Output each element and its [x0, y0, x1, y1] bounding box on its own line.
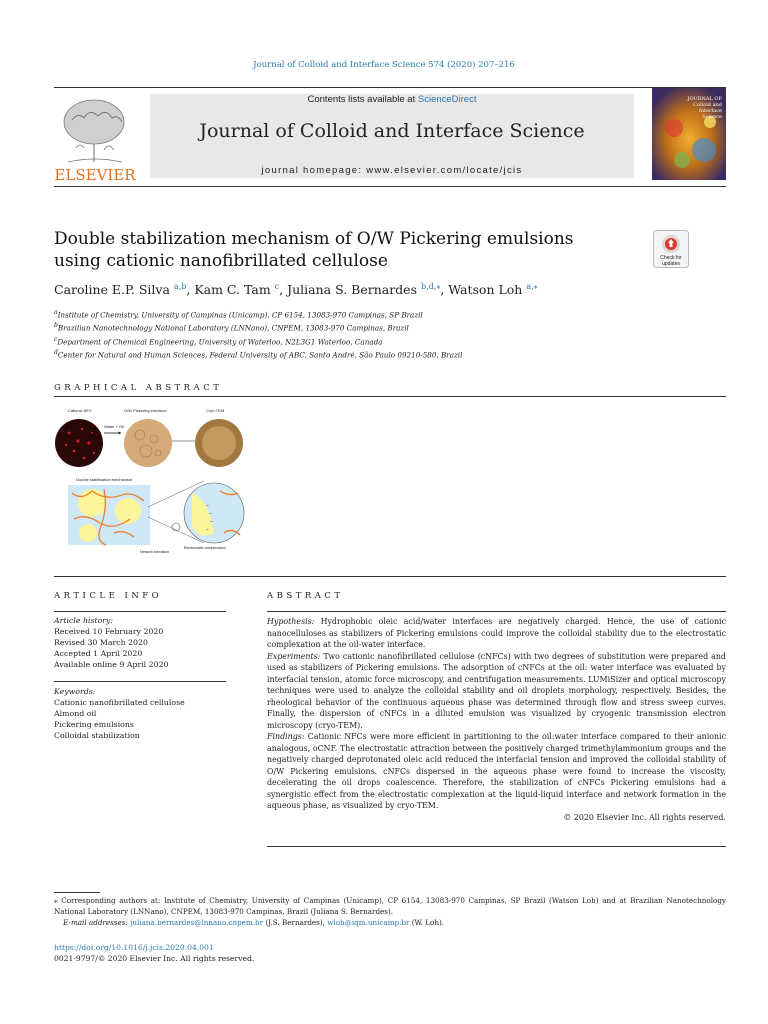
keyword-item: Colloidal stabilization [54, 731, 140, 740]
abstract-hypothesis: Hypothesis: Hydrophobic oleic acid/water interfaces are negatively charged. Hence, the use of cationic nanocelluloses as stabilizers of Pickering emulsions could improve the colloidal stability due to the electrostatic complexation at the oil-water interface. [267, 617, 726, 649]
badge-text-2: updates [662, 261, 680, 267]
badge-text-1: Check for [660, 255, 682, 261]
history-title: Article history: [54, 616, 114, 625]
abstract-findings: Findings: Cationic NFCs were more efficient in partitioning to the oil:water interface compared to their anionic analogous, oCNF. The electrostatic attraction between the positively charged trimethylammonium groups and the negatively charged deprotonated oleic acid reduced the interfacial tension and improved the colloidal stability of O/W Pickering emulsions. cNFCs dispersed in the aqueous phase were found to increase the viscosity, decelerating the oil drops coalescence. Therefore, the stabilization of cNFCs Pickering emulsions had a synergistic effect from the electrostatic complexation at the liquid-liquid interface and network formation in the aqueous phase, as visualized by cryo-TEM. [267, 732, 726, 810]
ga-label-double: Double stabilisation mechanism [76, 477, 133, 482]
keyword-item: Cationic nanofibrillated cellulose [54, 698, 185, 707]
affiliation-d: $^d$Center for Natural and Human Sciences, Federal University of ABC, Santo André, São Paulo 09210-580, Brazil [54, 349, 463, 360]
sciencedirect-link[interactable]: ScienceDirect [417, 94, 477, 105]
abstract-heading: ABSTRACT [267, 591, 344, 601]
email-addresses: E-mail addresses: juliana.bernardes@lnnano.cnpem.br (J.S. Bernardes), wloh@iqm.unicamp.br (W. Loh). [63, 918, 445, 927]
ga-label-cryo: Cryo-TEM [206, 408, 225, 413]
doi-block [54, 942, 454, 964]
article-info-heading: ARTICLE INFO [54, 591, 163, 601]
issn-line: 0021-9797/© 2020 Elsevier Inc. All rights reserved. [54, 954, 255, 963]
article-history [54, 615, 226, 670]
abstract-body [267, 616, 726, 823]
email-link-2[interactable]: wloh@iqm.unicamp.br [327, 918, 410, 927]
author-list: Caroline E.P. Silva $^{a,b}$, Kam C. Tam $^c$, Juliana S. Bernardes $^{b,d,⁎}$, Watson Loh $^{a,⁎}$ [54, 282, 538, 298]
journal-homepage[interactable]: journal homepage: www.elsevier.com/locate/jcis [261, 165, 523, 176]
svg-text:−: − [206, 527, 209, 533]
section-separator-rule [54, 576, 726, 577]
ga-label-network: Network formation [140, 550, 170, 554]
elsevier-wordmark: ELSEVIER [54, 166, 136, 184]
cover-line-1: JOURNAL OF [687, 96, 722, 102]
cover-line-4: Science [702, 114, 722, 120]
svg-text:−: − [206, 503, 209, 509]
abstract-rule [267, 611, 726, 612]
affiliations [54, 307, 714, 361]
keywords-title: Keywords: [54, 687, 96, 696]
abstract-bottom-rule [267, 846, 726, 847]
elsevier-logo[interactable] [54, 92, 136, 184]
ga-emulsion-image [124, 419, 172, 467]
author-4[interactable]: Watson Loh $^{a,⁎}$ [448, 282, 538, 298]
elsevier-tree-icon [64, 100, 124, 162]
abstract-copyright: © 2020 Elsevier Inc. All rights reserved. [563, 812, 726, 822]
history-received: Received 10 February 2020 [54, 627, 164, 636]
journal-citation[interactable]: Journal of Colloid and Interface Science 574 (2020) 207–216 [253, 60, 515, 70]
contents-prefix: Contents lists available at [307, 94, 418, 105]
graphical-abstract-rule [54, 396, 726, 397]
affiliation-a: $^a$Institute of Chemistry, University of Campinas (Unicamp), CP 6154, 13083-970 Campinas, SP Brazil [54, 309, 423, 320]
author-3[interactable]: Juliana S. Bernardes $^{b,d,⁎}$ [287, 282, 441, 298]
email-link-1[interactable]: juliana.bernardes@lnnano.cnpem.br [130, 918, 264, 927]
journal-cover-image[interactable] [652, 88, 726, 180]
ga-label-ow: O/W Pickering emulsion [124, 408, 167, 413]
journal-title[interactable]: Journal of Colloid and Interface Science [199, 120, 585, 142]
graphical-abstract-heading: GRAPHICAL ABSTRACT [54, 383, 223, 393]
affiliation-b: $^b$Brazilian Nanotechnology National Laboratory (LNNano), CNPEM, 13083-970 Campinas, Brazil [54, 322, 409, 333]
footnote-rule [54, 892, 100, 893]
svg-text:−: − [209, 511, 212, 517]
footnote [54, 895, 726, 928]
history-online: Available online 9 April 2020 [54, 660, 169, 669]
ga-cnfc-image [55, 419, 103, 467]
ga-label-cnfc: Cationic NFC [68, 408, 92, 413]
header-bottom-rule [54, 186, 726, 187]
doi-link[interactable]: https://doi.org/10.1016/j.jcis.2020.04.001 [54, 943, 214, 952]
cover-line-3: Interface [698, 108, 722, 114]
affiliation-c: $^c$Department of Chemical Engineering, University of Waterloo, N2L3G1 Waterloo, Canada [54, 335, 383, 347]
graphical-abstract-figure[interactable] [54, 403, 254, 555]
keywords-rule [54, 681, 226, 682]
contents-line [150, 94, 634, 105]
history-accepted: Accepted 1 April 2020 [54, 649, 143, 658]
cover-line-2: Colloid and [693, 102, 722, 108]
abstract-experiments: Experiments: Two cationic nanofibrillated cellulose (cNFCs) with two degrees of substitution were prepared and used as stabilizers of Pickering emulsions. The adsorption of cNFCs at the oil: water interface was evaluated by interfacial tension, atomic force microscopy, and centrifugation measurements. LUMiSizer and optical microscopy techniques were used to analyze the colloidal stability and oil droplets morphology, respectively. Besides, the rheological behavior of the continuous aqueous phase was determined through flow and stress sweep curves. Finally, the dispersion of cNFCs in a diluted emulsion was visualized by cryogenic transmission electron microscopy (cryo-TEM). [267, 651, 726, 730]
author-1[interactable]: Caroline E.P. Silva $^{a,b}$ [54, 282, 187, 298]
history-revised: Revised 30 March 2020 [54, 638, 148, 647]
author-2[interactable]: Kam C. Tam $^c$ [194, 282, 280, 298]
ga-label-water-oil: Water + Oil [104, 424, 124, 429]
ga-label-electro: Electrostatic complexation [184, 546, 226, 550]
keywords [54, 686, 226, 741]
article-info-rule [54, 611, 226, 612]
check-for-updates-badge[interactable] [653, 230, 689, 268]
header-top-rule [54, 87, 726, 88]
article-title: Double stabilization mechanism of O/W Pickering emulsions using cationic nanofibrillated cellulose [54, 229, 574, 271]
keyword-item: Pickering emulsions [54, 720, 134, 729]
svg-text:−: − [210, 519, 213, 525]
keyword-item: Almond oil [54, 709, 97, 718]
corresponding-authors-note: ⁎ Corresponding authors at: Institute of Chemistry, University of Campinas (Unicamp), CP 6154, 13083-970 Campinas, SP Brazil (Watson Loh) and at Brazilian Nanotechnology National Laboratory (LNNano), CNPEM, 13083-970 Campinas, Brazil (Juliana S. Bernardes). [54, 896, 726, 916]
